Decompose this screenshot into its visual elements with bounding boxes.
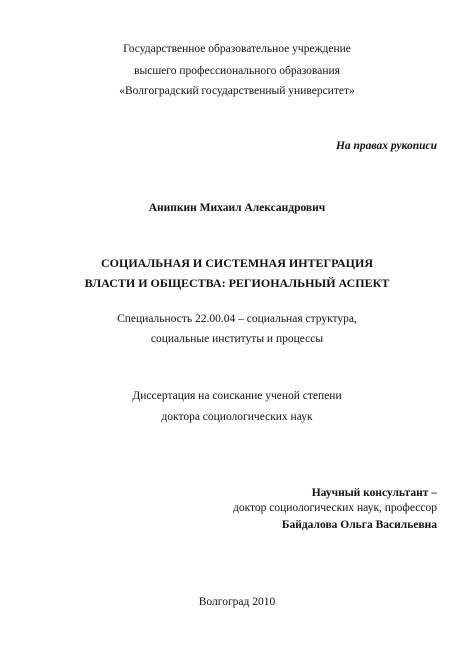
institution-line-3: «Волгоградский государственный университет» (119, 85, 355, 97)
degree-line-1: Диссертация на соискание ученой степени (132, 390, 342, 402)
institution-line-2: высшего профессионального образования (134, 65, 340, 77)
consultant-label: Научный консультант – (311, 487, 437, 499)
consultant-name: Байдалова Ольга Васильевна (281, 519, 437, 531)
footer-city-year: Волгоград 2010 (198, 596, 276, 608)
title-line-2: ВЛАСТИ И ОБЩЕСТВА: РЕГИОНАЛЬНЫЙ АСПЕКТ (84, 276, 390, 290)
degree-line-2: доктора социологических наук (161, 411, 313, 423)
manuscript-note: На правах рукописи (335, 140, 437, 152)
consultant-credentials: доктор социологических наук, профессор (232, 502, 437, 514)
specialty-line-2: социальные институты и процессы (150, 333, 324, 345)
title-line-1: СОЦИАЛЬНАЯ И СИСТЕМНАЯ ИНТЕГРАЦИЯ (101, 256, 373, 270)
author-name: Анипкин Михаил Александрович (148, 202, 326, 214)
institution-line-1: Государственное образовательное учреждение (123, 43, 351, 55)
specialty-line-1: Специальность 22.00.04 – социальная структура, (117, 313, 357, 325)
